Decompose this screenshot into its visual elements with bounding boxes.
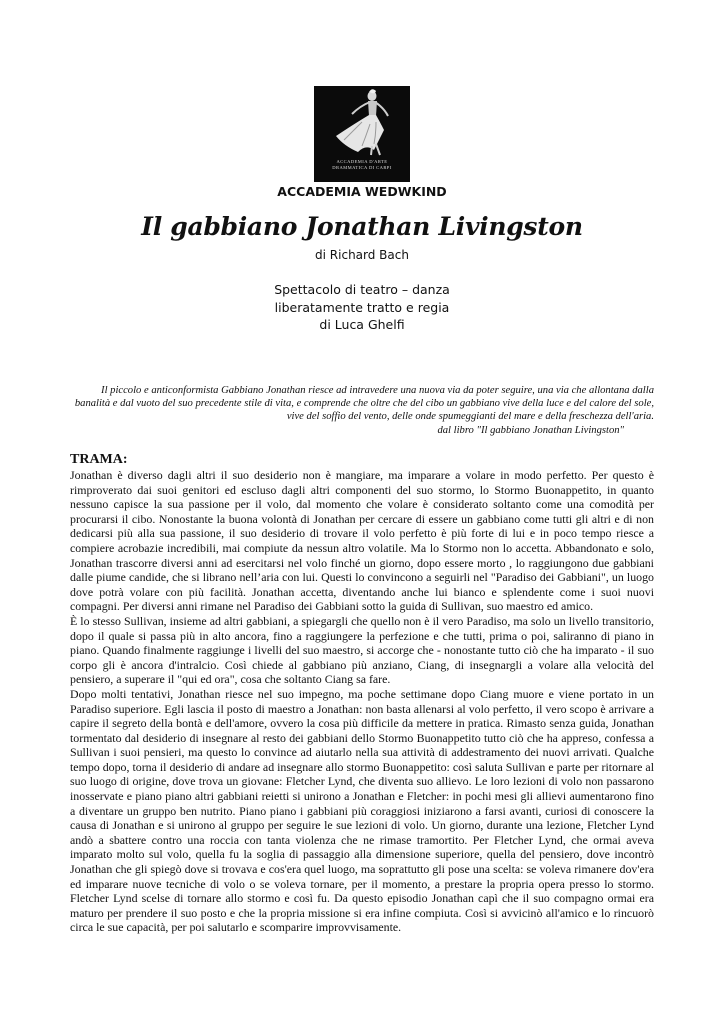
organization-name: ACCADEMIA WEDWKIND: [277, 184, 447, 199]
trama-body: [70, 468, 654, 935]
paragraph: Jonathan è diverso dagli altri il suo desiderio non è mangiare, ma imparare a volare in modo perfetto. Per questo è rimproverato dai suoi genitori ed escluso dagli altri componenti del suo stormo, lo Stormo Buonappetito, in quanto nessuno capisce la sua passione per il volo, dal momento che volare è considerato soltanto come una comodità per procurarsi il cibo. Nonostante la buona volontà di Jonathan per cercare di essere un gabbiano come tutti gli altri e di non dedicarsi più alla sua passione, il suo desiderio di trovare il volo perfetto è più forte di lui e in poco tempo riesce a compiere acrobazie incredibili, mai compiute da nessun altro volatile. Ma lo Stormo non lo accetta. Abbandonato e solo, Jonathan trascorre diversi anni ad esercitarsi nel volo finché un giorno, dopo essere morto , lo raggiungono due gabbiani dalle piume candide, che si librano nell’aria con lui. Questi lo convincono a seguirli nel "Paradiso dei Gabbiani", un luogo dove potrà volare con più facilità. Jonathan accetta, diventando anche lui bianco e splendente come i suoi nuovi compagni. Per diversi anni rimane nel Paradiso dei Gabbiani sotto la guida di Sullivan, suo maestro ed amico.: [70, 468, 654, 614]
section-heading-trama: TRAMA:: [70, 452, 128, 467]
page-title: Il gabbiano Jonathan Livingston: [141, 212, 583, 241]
credits-block: [0, 281, 724, 334]
credits-line: Spettacolo di teatro – danza: [274, 282, 450, 297]
dancing-figure-icon: [314, 86, 410, 156]
paragraph: Dopo molti tentativi, Jonathan riesce nel suo impegno, ma poche settimane dopo Ciang muore e viene portato in un Paradiso superiore. Egli lascia il posto di maestro a Jonathan: non basta allenarsi al volo perfetto, il vero scopo è arrivare a capire il segreto della bontà e dell'amore, ovvero la cosa più difficile da mettere in pratica. Rimasto senza guida, Jonathan tormentato dal desiderio di insegnare al resto dei gabbiani dello Stormo Buonappetito tutto ciò che ha appreso, confessa a Sullivan i suoi pensieri, ma questo lo convince ad aiutarlo nella sua attività di addestramento dei nuovi arrivati. Qualche tempo dopo, torna il desiderio di andare ad insegnare allo stormo Buonappetito: così saluta Sullivan e parte per ritornare al suo luogo di origine, dove trova un giovane: Fletcher Lynd, che diventa suo allievo. Le loro lezioni di volo non passarono inosservate e piano piano altri gabbiani reietti si unirono a Jonathan e Fletcher: in pochi mesi gli allievi aumentarono fino a diventare un gruppo ben nutrito. Piano piano i gabbiani più coraggiosi iniziarono a farsi avanti, curiosi di conoscere la causa di Jonathan e si unirono al gruppo per seguire le sue lezioni di volo. Un giorno, durante una lezione, Fletcher Lynd andò a sbattere contro una roccia con tanta violenza che ne rimase tramortito. Per Fletcher Lynd, che ormai aveva imparato molto sul volo, quella fu la soglia di passaggio alla dimensione superiore, quella del pensiero, dove incontrò Jonathan che gli spiegò dove si trovava e cos'era quel luogo, ma soprattutto gli pose una scelta: se voleva rimanere dov'era ed imparare nuove tecniche di volo o se voleva tornare, per il momento, a prestare la propria opera presso lo stormo. Fletcher Lynd scelse di tornare allo stormo e così fu. Da questo episodio Jonathan capì che il suo compagno ormai era maturo per prendere il suo posto e che la propria missione si era infine compiuta. Così si avvicinò all'amico e lo rincuorò circa le sue capacità, per poi salutarlo e scomparire improvvisamente.: [70, 686, 654, 935]
credits-line: di Luca Ghelfi: [319, 317, 405, 332]
quote-text: Il piccolo e anticonformista Gabbiano Jonathan riesce ad intravedere una nuova via da poter seguire, una via che allontana dalla banalità e dal vuoto del suo precedente stile di vita, e comprende che oltre che del cibo un gabbiano vive della luce e del calore del sole, vive del soffio del vento, delle onde spumeggianti del mare e della freschezza dell'aria.: [74, 385, 654, 423]
logo-line-1: ACCADEMIA D'ARTE: [336, 159, 388, 164]
logo-line-2: DRAMMATICA DI CARPI: [332, 165, 392, 170]
author-line: di Richard Bach: [315, 248, 409, 262]
credits-line: liberatamente tratto e regia: [274, 299, 450, 315]
epigraph-quote: [70, 384, 654, 437]
academy-logo: [314, 86, 410, 182]
quote-source: dal libro "Il gabbiano Jonathan Livingston": [437, 424, 624, 436]
paragraph: È lo stesso Sullivan, insieme ad altri gabbiani, a spiegargli che quello non è il vero Paradiso, ma solo un livello transitorio, dopo il quale si passa più in alto ancora, fino a raggiungere la perfezione e che tutti, prima o poi, saliranno di piano in piano. Quando finalmente raggiunge i livelli del suo maestro, si accorge che - nonostante tutto ciò che ha imparato - il suo corpo gli è ancora d'intralcio. Così chiede al gabbiano più anziano, Ciang, di insegnargli a volare alla velocità del pensiero, a superare il "qui ed ora", cosa che soltanto Ciang sa fare.: [70, 613, 654, 687]
